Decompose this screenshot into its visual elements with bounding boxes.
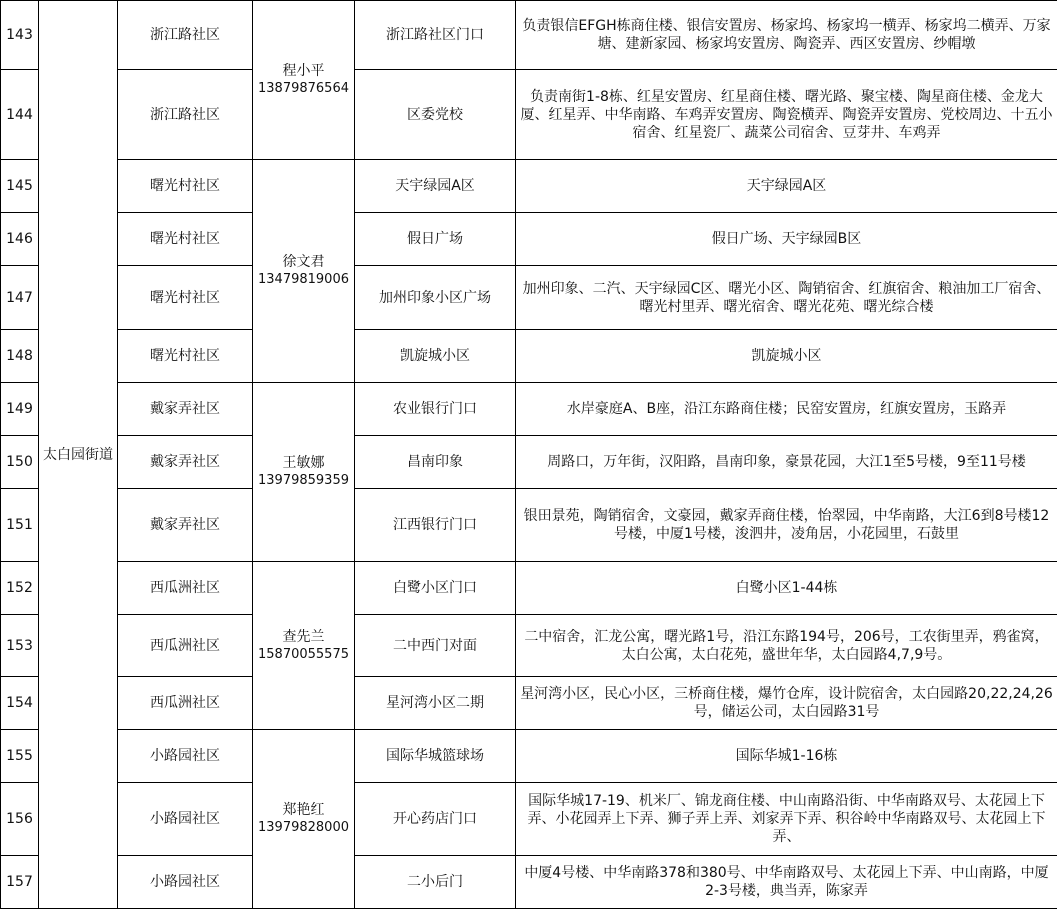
contact-name: 徐文君: [256, 253, 351, 271]
detail-cell: 二中宿舍，汇龙公寓，曙光路1号，沿江东路194号，206号，工农街里弄，鸦雀窝，太白公寓，太白花苑，盛世年华，太白园路4,7,9号。: [516, 615, 1057, 677]
contact-person-cell: [253, 730, 355, 909]
table-row: [1, 677, 1057, 730]
point-cell: 农业银行门口: [355, 383, 516, 436]
community-cell: 戴家弄社区: [118, 436, 253, 489]
community-cell: 西瓜洲社区: [118, 562, 253, 615]
table-row: [1, 730, 1057, 783]
point-cell: 国际华城篮球场: [355, 730, 516, 783]
row-number: 146: [1, 213, 39, 266]
contact-name: 查先兰: [256, 628, 351, 646]
row-number: 151: [1, 489, 39, 562]
community-cell: 曙光村社区: [118, 266, 253, 330]
table-row: [1, 615, 1057, 677]
community-cell: 西瓜洲社区: [118, 615, 253, 677]
table-row: [1, 330, 1057, 383]
contact-person-cell: [253, 160, 355, 383]
community-cell: 曙光村社区: [118, 330, 253, 383]
community-cell: 小路园社区: [118, 730, 253, 783]
row-number: 147: [1, 266, 39, 330]
community-cell: 小路园社区: [118, 783, 253, 856]
point-cell: 浙江路社区门口: [355, 1, 516, 70]
detail-cell: 假日广场、天宇绿园B区: [516, 213, 1057, 266]
detail-cell: 星河湾小区，民心小区，三桥商住楼，爆竹仓库，设计院宿舍，太白园路20,22,24,26号，储运公司，太白园路31号: [516, 677, 1057, 730]
table-row: [1, 70, 1057, 160]
table-row: [1, 489, 1057, 562]
row-number: 149: [1, 383, 39, 436]
detail-cell: 国际华城1-16栋: [516, 730, 1057, 783]
community-cell: 西瓜洲社区: [118, 677, 253, 730]
point-cell: 开心药店门口: [355, 783, 516, 856]
detail-cell: 中厦4号楼、中华南路378和380号、中华南路双号、太花园上下弄、中山南路，中厦2-3号楼，典当弄，陈家弄: [516, 856, 1057, 909]
detail-cell: 加州印象、二汽、天宇绿园C区、曙光小区、陶销宿舍、红旗宿舍、粮油加工厂宿舍、曙光村里弄、曙光宿舍、曙光花苑、曙光综合楼: [516, 266, 1057, 330]
contact-person-cell: [253, 1, 355, 160]
contact-phone: 13979859359: [256, 472, 351, 490]
point-cell: 假日广场: [355, 213, 516, 266]
contact-phone: 13479819006: [256, 271, 351, 289]
contact-name: 郑艳红: [256, 801, 351, 819]
detail-cell: 白鹭小区1-44栋: [516, 562, 1057, 615]
table-row: [1, 1, 1057, 70]
detail-cell: 水岸豪庭A、B座，沿江东路商住楼；民窑安置房，红旗安置房，玉路弄: [516, 383, 1057, 436]
table-row: [1, 856, 1057, 909]
detail-cell: 国际华城17-19、机米厂、锦龙商住楼、中山南路沿街、中华南路双号、太花园上下弄、小花园弄上下弄、狮子弄上弄、刘家弄下弄、积谷岭中华南路双号、太花园上下弄、: [516, 783, 1057, 856]
contact-person-cell: [253, 562, 355, 730]
contact-phone: 15870055575: [256, 646, 351, 664]
street-cell: 太白园街道: [39, 1, 118, 909]
detail-cell: 凯旋城小区: [516, 330, 1057, 383]
row-number: 156: [1, 783, 39, 856]
point-cell: 二小后门: [355, 856, 516, 909]
point-cell: 星河湾小区二期: [355, 677, 516, 730]
contact-phone: 13979828000: [256, 819, 351, 837]
detail-cell: 周路口，万年街，汉阳路，昌南印象，豪景花园，大江1至5号楼，9至11号楼: [516, 436, 1057, 489]
table-row: [1, 783, 1057, 856]
row-number: 148: [1, 330, 39, 383]
point-cell: 加州印象小区广场: [355, 266, 516, 330]
table-row: [1, 213, 1057, 266]
point-cell: 区委党校: [355, 70, 516, 160]
detail-cell: 负责南街1-8栋、红星安置房、红星商住楼、曙光路、聚宝楼、陶星商住楼、金龙大厦、红星弄、中华南路、车鸡弄安置房、陶瓷横弄、陶瓷弄安置房、党校周边、十五小宿舍、红星瓷厂、蔬菜公司宿舍、豆芽井、车鸡弄: [516, 70, 1057, 160]
community-cell: 小路园社区: [118, 856, 253, 909]
point-cell: 凯旋城小区: [355, 330, 516, 383]
contact-phone: 13879876564: [256, 80, 351, 98]
point-cell: 天宇绿园A区: [355, 160, 516, 213]
table-row: [1, 383, 1057, 436]
table-row: [1, 562, 1057, 615]
point-cell: 昌南印象: [355, 436, 516, 489]
row-number: 150: [1, 436, 39, 489]
row-number: 154: [1, 677, 39, 730]
detail-cell: 银田景苑，陶销宿舍，文豪园，戴家弄商住楼，怡翠园，中华南路，大江6到8号楼12号楼，中厦1号楼，浚泗井，凌角居，小花园里，石鼓里: [516, 489, 1057, 562]
table-row: [1, 160, 1057, 213]
community-cell: 曙光村社区: [118, 213, 253, 266]
table-row: [1, 436, 1057, 489]
row-number: 145: [1, 160, 39, 213]
point-cell: 二中西门对面: [355, 615, 516, 677]
point-cell: 江西银行门口: [355, 489, 516, 562]
row-number: 153: [1, 615, 39, 677]
contact-name: 程小平: [256, 62, 351, 80]
point-cell: 白鹭小区门口: [355, 562, 516, 615]
row-number: 155: [1, 730, 39, 783]
table-row: [1, 266, 1057, 330]
detail-cell: 天宇绿园A区: [516, 160, 1057, 213]
contact-person-cell: [253, 383, 355, 562]
row-number: 157: [1, 856, 39, 909]
community-cell: 戴家弄社区: [118, 383, 253, 436]
community-cell: 戴家弄社区: [118, 489, 253, 562]
contact-name: 王敏娜: [256, 454, 351, 472]
row-number: 143: [1, 1, 39, 70]
row-number: 152: [1, 562, 39, 615]
detail-cell: 负责银信EFGH栋商住楼、银信安置房、杨家坞、杨家坞一横弄、杨家坞二横弄、万家塘、建新家园、杨家坞安置房、陶瓷弄、西区安置房、纱帽墩: [516, 1, 1057, 70]
row-number: 144: [1, 70, 39, 160]
community-cell: 曙光村社区: [118, 160, 253, 213]
community-cell: 浙江路社区: [118, 70, 253, 160]
community-cell: 浙江路社区: [118, 1, 253, 70]
